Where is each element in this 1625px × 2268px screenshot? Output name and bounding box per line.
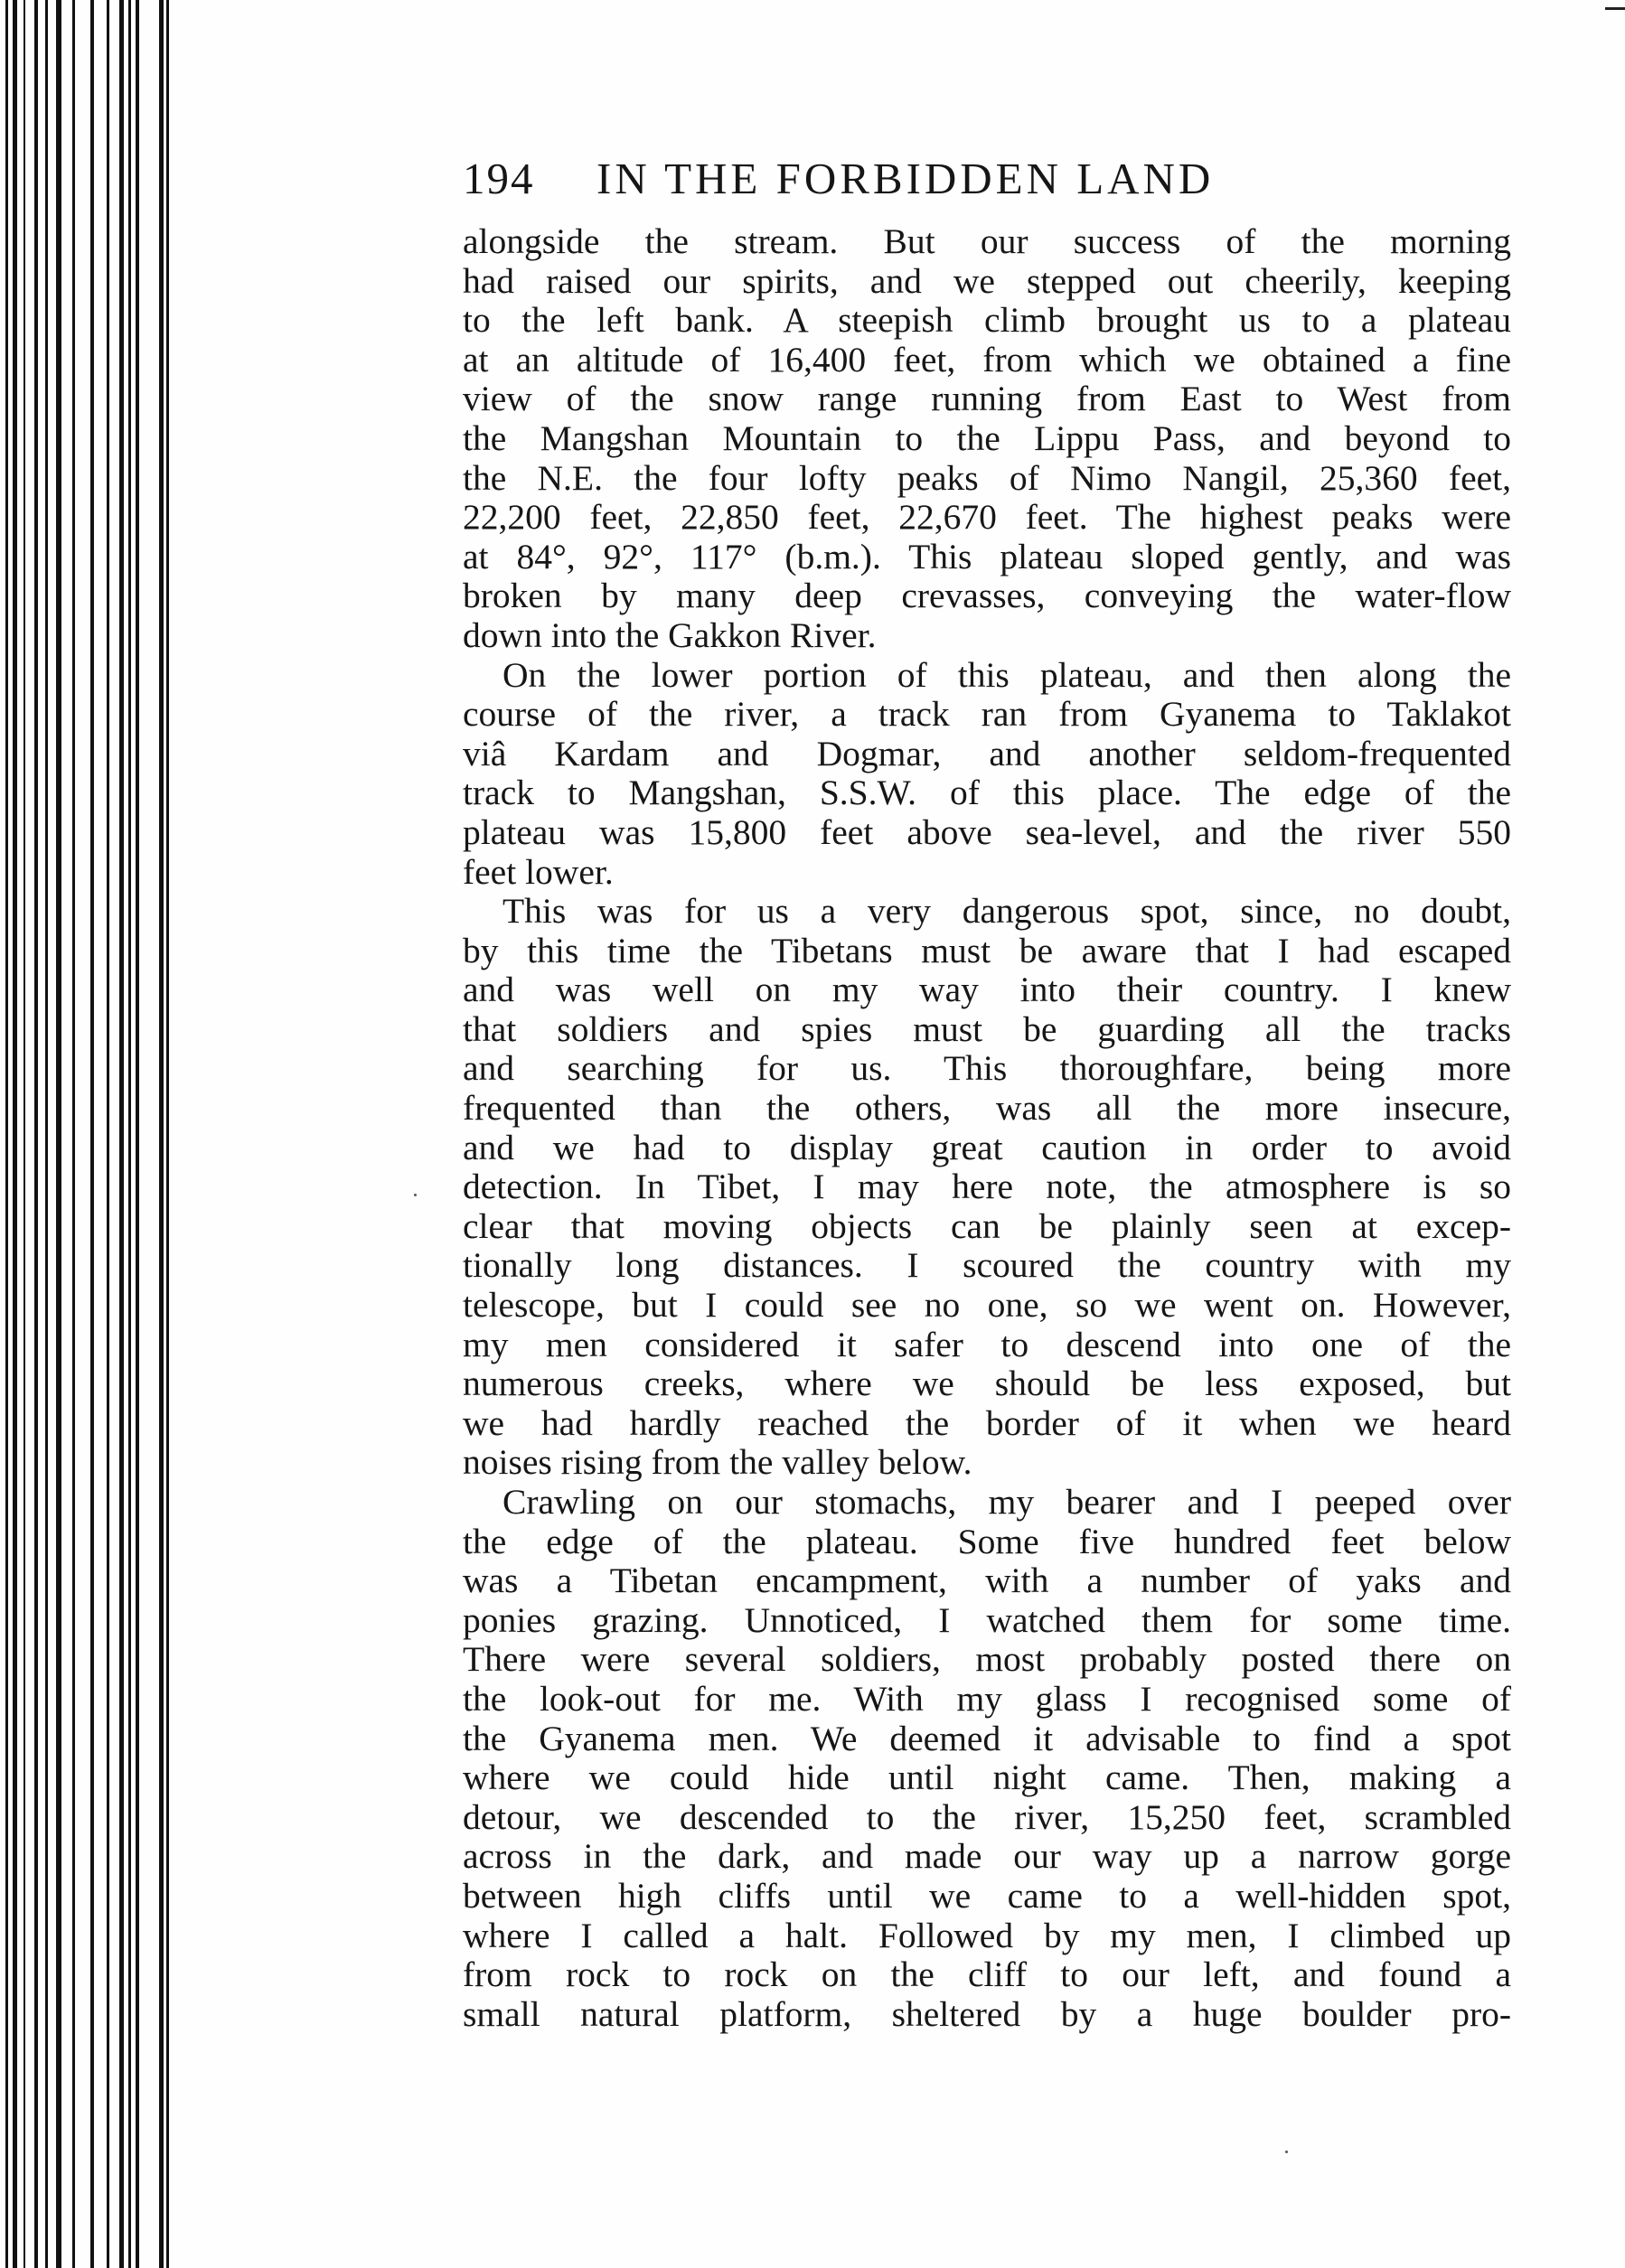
text-line: at 84°, 92°, 117° (b.m.). This plateau sloped gently, and was [463, 536, 1511, 576]
text-line: the look-out for me. With my glass I recognised some of [463, 1678, 1511, 1719]
paragraph [463, 1483, 1511, 2034]
text-line: frequented than the others, was all the more insecure, [463, 1088, 1511, 1129]
text-line: view of the snow range running from East to West from [463, 379, 1511, 419]
running-title: IN THE FORBIDDEN LAND [596, 154, 1215, 203]
text-line: alongside the stream. But our success of the morning [463, 221, 1511, 261]
paragraph [463, 222, 1511, 656]
text-line: 22,200 feet, 22,850 feet, 22,670 feet. The highest peaks were [463, 497, 1511, 538]
text-line: from rock to rock on the cliff to our left, and found a [463, 1954, 1511, 1995]
body-text [463, 222, 1511, 2034]
text-line: where I called a halt. Followed by my men, I climbed up [463, 1915, 1511, 1955]
text-line: we had hardly reached the border of it when we heard [463, 1402, 1511, 1443]
text-line: the N.E. the four lofty peaks of Nimo Nangil, 25,360 feet, [463, 457, 1511, 498]
text-line: track to Mangshan, S.S.W. of this place. The edge of the [463, 773, 1511, 813]
text-line: noises rising from the valley below. [463, 1442, 972, 1483]
text-line: was a Tibetan encampment, with a number of yaks and [463, 1560, 1511, 1601]
text-line: viâ Kardam and Dogmar, and another seldom-frequented [463, 733, 1511, 773]
text-line: and searching for us. This thoroughfare, being more [463, 1048, 1511, 1089]
text-line: that soldiers and spies must be guarding all the tracks [463, 1008, 1511, 1049]
text-line: small natural platform, sheltered by a huge boulder pro- [463, 1993, 1511, 2034]
scan-speck [414, 1194, 417, 1196]
text-line: at an altitude of 16,400 feet, from which we obtained a fine [463, 339, 1511, 380]
scan-speck [1285, 2151, 1288, 2153]
text-line: to the left bank. A steepish climb brought us to a plateau [463, 300, 1511, 341]
text-line: the Gyanema men. We deemed it advisable to find a spot [463, 1718, 1511, 1758]
text-line: the Mangshan Mountain to the Lippu Pass, and beyond to [463, 417, 1511, 458]
text-line: plateau was 15,800 feet above sea-level, and the river 550 [463, 811, 1511, 852]
page-number: 194 [463, 154, 535, 203]
text-line: and was well on my way into their country. I knew [463, 970, 1511, 1010]
text-line: On the lower portion of this plateau, and then along the [503, 654, 1511, 695]
book-binding-edge [0, 0, 181, 2268]
text-line: ponies grazing. Unnoticed, I watched them for some time. [463, 1599, 1511, 1640]
text-line: detour, we descended to the river, 15,250 feet, scrambled [463, 1796, 1511, 1837]
page-header [463, 152, 1511, 206]
text-line: tionally long distances. I scoured the country with my [463, 1245, 1511, 1286]
text-line: broken by many deep crevasses, conveying the water-flow [463, 576, 1511, 616]
text-line: numerous creeks, where we should be less exposed, but [463, 1364, 1511, 1404]
text-line: the edge of the plateau. Some five hundred feet below [463, 1521, 1511, 1561]
text-line: clear that moving objects can be plainly seen at excep- [463, 1205, 1511, 1246]
text-line: down into the Gakkon River. [463, 614, 877, 655]
text-line: feet lower. [463, 851, 614, 892]
text-line: telescope, but I could see no one, so we went on. However, [463, 1285, 1511, 1326]
text-line: This was for us a very dangerous spot, since, no doubt, [503, 891, 1511, 932]
text-line: detection. In Tibet, I may here note, the atmosphere is so [463, 1167, 1511, 1207]
scan-corner-mark [1605, 7, 1625, 10]
text-line: my men considered it safer to descend into one of the [463, 1324, 1511, 1364]
text-line: by this time the Tibetans must be aware that I had escaped [463, 930, 1511, 970]
text-line: had raised our spirits, and we stepped out cheerily, keeping [463, 260, 1511, 301]
text-line: There were several soldiers, most probably posted there on [463, 1639, 1511, 1680]
text-line: where we could hide until night came. Then, making a [463, 1757, 1511, 1798]
text-line: and we had to display great caution in order to avoid [463, 1127, 1511, 1167]
text-line: course of the river, a track ran from Gyanema to Taklakot [463, 694, 1511, 735]
text-line: Crawling on our stomachs, my bearer and I peeped over [503, 1482, 1511, 1522]
text-line: between high cliffs until we came to a well-hidden spot, [463, 1875, 1511, 1916]
paragraph [463, 656, 1511, 893]
text-line: across in the dark, and made our way up a narrow gorge [463, 1836, 1511, 1877]
paragraph [463, 892, 1511, 1483]
